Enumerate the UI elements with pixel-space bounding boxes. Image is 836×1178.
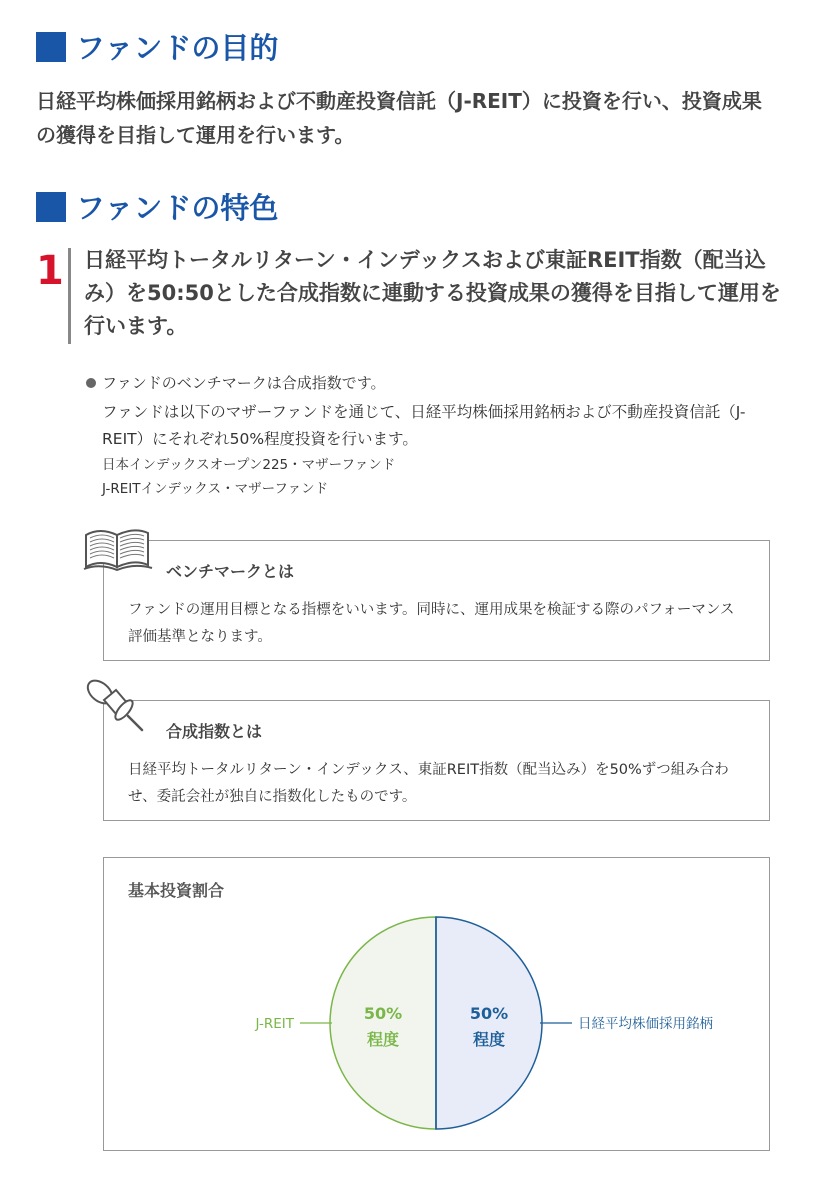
pie-legend-label: 日経平均株価採用銘柄 (578, 1016, 713, 1032)
composite-index-definition-box (103, 700, 770, 821)
section-heading-purpose (36, 26, 278, 67)
book-icon (82, 521, 154, 573)
mother-fund-2: J-REITインデックス・マザーファンド (102, 481, 329, 497)
section-heading-features (36, 186, 278, 227)
feature-number: 1 (36, 248, 64, 294)
bullet-lead (86, 371, 786, 395)
allocation-title: 基本投資割合 (128, 881, 225, 900)
pie-value-suffix: 程度 (366, 1030, 400, 1049)
box-title: ベンチマークとは (166, 562, 295, 581)
section-title: ファンドの目的 (76, 31, 279, 65)
box-body: 日経平均トータルリターン・インデックス、東証REIT指数（配当込み）を50%ずつ組み合わせ、委託会社が独自に指数化したものです。 (128, 762, 729, 805)
pie-slice-nikkei (436, 917, 542, 1129)
purpose-text: 日経平均株価採用銘柄および不動産投資信託（J-REIT）に投資を行い、投資成果の獲得を目指して運用を行います。 (36, 89, 762, 147)
bullet-body: ファンドは以下のマザーファンドを通じて、日経平均株価採用銘柄および不動産投資信託（J-REIT）にそれぞれ50%程度投資を行います。 (102, 403, 746, 448)
bullet-block (86, 371, 786, 501)
box-body: ファンドの運用目標となる指標をいいます。同時に、運用成果を検証する際のパフォーマンス評価基準となります。 (128, 602, 735, 645)
pushpin-icon (82, 672, 148, 736)
bullet-dot-icon (86, 378, 96, 388)
pie-value-label: 50% (469, 1004, 509, 1023)
heading-square-marker (36, 32, 66, 62)
benchmark-definition-box (103, 540, 770, 661)
pie-value-suffix: 程度 (472, 1030, 506, 1049)
allocation-box (103, 857, 770, 1151)
feature-text: 日経平均トータルリターン・インデックスおよび東証REIT指数（配当込み）を50:50とした合成指数に連動する投資成果の獲得を目指して運用を行います。 (84, 248, 781, 338)
feature-divider (68, 248, 71, 344)
heading-square-marker (36, 192, 66, 222)
box-title: 合成指数とは (166, 722, 263, 741)
section-title: ファンドの特色 (76, 191, 279, 225)
mother-fund-1: 日本インデックスオープン225・マザーファンド (102, 457, 396, 473)
bullet-lead-text: ファンドのベンチマークは合成指数です。 (102, 374, 386, 392)
pie-slice-jreit (330, 917, 436, 1129)
allocation-pie-chart (104, 858, 768, 1149)
pie-value-label: 50% (363, 1004, 403, 1023)
pie-legend-label: J-REIT (255, 1016, 294, 1032)
